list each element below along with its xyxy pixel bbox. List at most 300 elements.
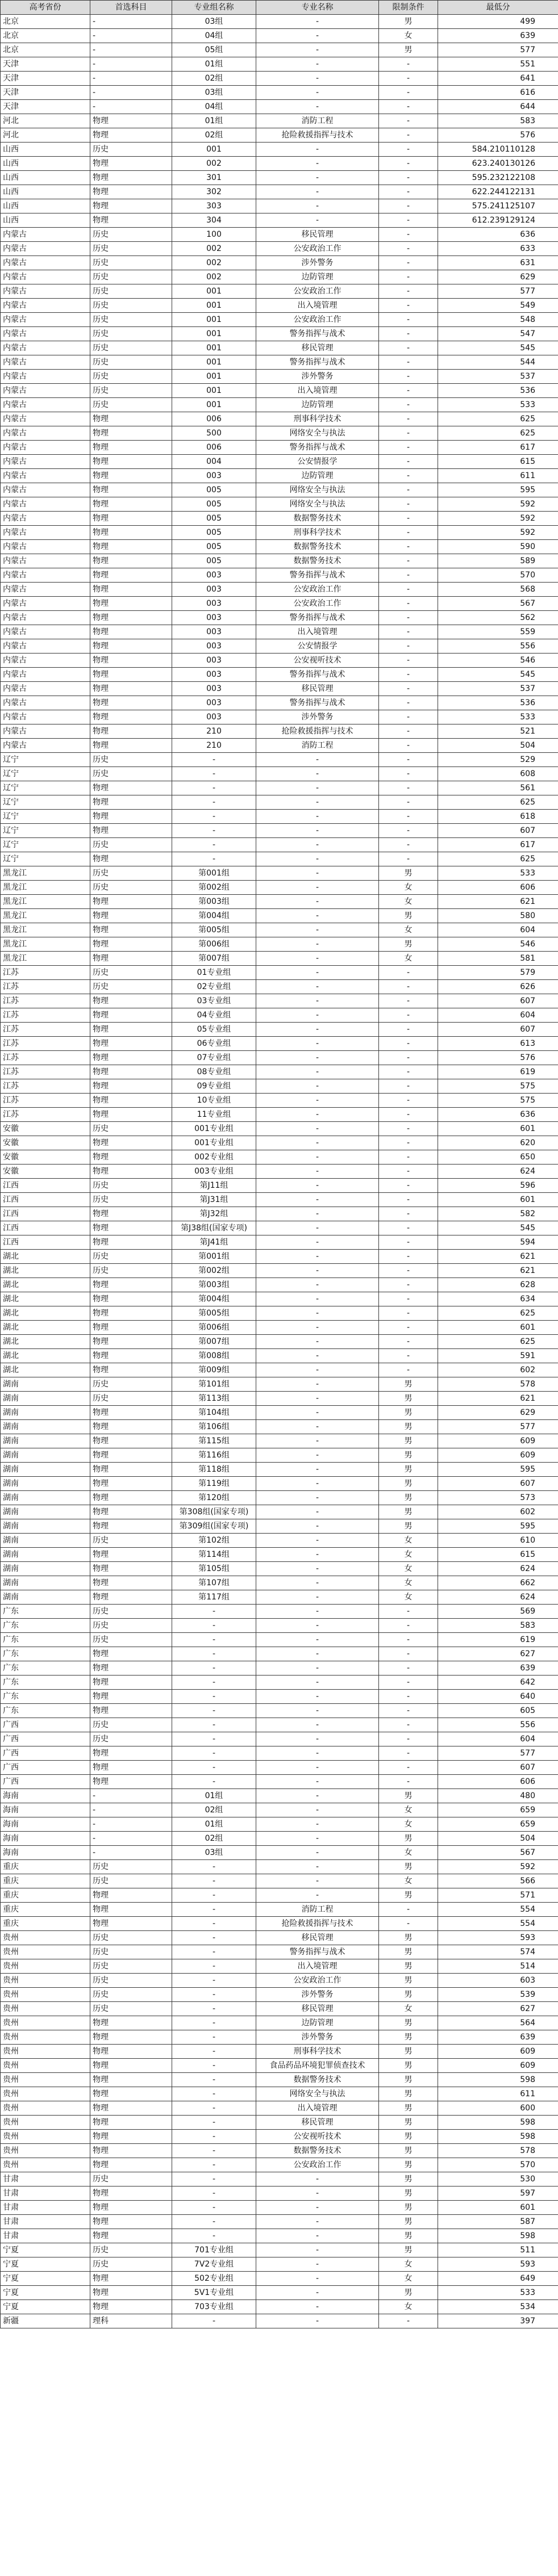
cell-group: - [172,1874,256,1888]
table-row [1,895,558,909]
cell-min-score: 621 [438,1392,558,1406]
cell-major: - [256,1704,379,1718]
cell-limit: - [379,1690,438,1704]
cell-subject: 历史 [90,398,172,412]
cell-group: 500 [172,426,256,441]
cell-min-score: 589 [438,554,558,568]
cell-group: 02专业组 [172,980,256,994]
table-row [1,1434,558,1448]
cell-min-score: 546 [438,937,558,952]
cell-major: - [256,767,379,781]
cell-min-score: 659 [438,1817,558,1832]
cell-subject: 物理 [90,1321,172,1335]
table-row [1,2272,558,2286]
cell-province: 宁夏 [1,2272,90,2286]
cell-subject: 物理 [90,1065,172,1079]
cell-subject: 物理 [90,2272,172,2286]
cell-min-score: 597 [438,2187,558,2201]
cell-province: 黑龙江 [1,937,90,952]
cell-min-score: 533 [438,398,558,412]
table-row [1,937,558,952]
table-row [1,1576,558,1590]
cell-province: 内蒙古 [1,639,90,654]
cell-subject: 物理 [90,597,172,611]
cell-major: - [256,1278,379,1292]
table-row [1,1406,558,1420]
table-row [1,1094,558,1108]
cell-min-score: 545 [438,341,558,355]
cell-limit: - [379,199,438,213]
cell-major: - [256,1193,379,1207]
cell-major: 涉外警务 [256,1988,379,2002]
cell-province: 内蒙古 [1,668,90,682]
table-row [1,781,558,795]
cell-major: 网络安全与执法 [256,497,379,512]
cell-limit: 男 [379,2172,438,2187]
cell-major: 移民管理 [256,1931,379,1945]
cell-limit: 女 [379,1803,438,1817]
cell-province: 内蒙古 [1,696,90,710]
cell-group: 第118组 [172,1463,256,1477]
cell-major: 涉外警务 [256,2030,379,2045]
cell-min-score: 579 [438,966,558,980]
cell-group: - [172,852,256,866]
cell-major: - [256,1661,379,1676]
cell-major: 公安政治工作 [256,284,379,299]
cell-major: 数据警务技术 [256,554,379,568]
cell-major: 出入境管理 [256,625,379,639]
cell-limit: - [379,597,438,611]
cell-subject: 物理 [90,1761,172,1775]
cell-subject: 物理 [90,668,172,682]
table-row [1,526,558,540]
cell-group: - [172,2172,256,2187]
cell-major: - [256,100,379,114]
cell-subject: 物理 [90,795,172,810]
cell-major: - [256,2215,379,2229]
cell-province: 江西 [1,1179,90,1193]
table-row [1,313,558,327]
cell-min-score: 545 [438,1221,558,1235]
cell-limit: - [379,370,438,384]
cell-limit: 男 [379,1392,438,1406]
cell-group: - [172,2002,256,2016]
cell-min-score: 642 [438,1676,558,1690]
cell-subject: 物理 [90,781,172,795]
cell-limit: 男 [379,1945,438,1959]
cell-subject: 物理 [90,497,172,512]
cell-min-score: 598 [438,2116,558,2130]
cell-subject: - [90,15,172,29]
cell-subject: 物理 [90,1491,172,1505]
cell-group: - [172,767,256,781]
cell-major: - [256,1079,379,1094]
cell-province: 内蒙古 [1,568,90,583]
cell-min-score: 544 [438,355,558,370]
cell-min-score: 545 [438,668,558,682]
table-row [1,2215,558,2229]
cell-province: 江西 [1,1235,90,1250]
cell-group: - [172,1761,256,1775]
table-row [1,1931,558,1945]
cell-province: 湖北 [1,1264,90,1278]
cell-province: 安徽 [1,1122,90,1136]
cell-group: 03组 [172,1846,256,1860]
cell-group: - [172,1959,256,1974]
cell-major: - [256,1690,379,1704]
cell-province: 贵州 [1,1988,90,2002]
cell-limit: - [379,57,438,72]
cell-subject: 历史 [90,1945,172,1959]
cell-subject: 物理 [90,1363,172,1377]
cell-major: 警务指挥与战术 [256,355,379,370]
cell-province: 内蒙古 [1,384,90,398]
cell-subject: 理科 [90,2314,172,2328]
cell-province: 广东 [1,1690,90,1704]
cell-subject: 历史 [90,866,172,881]
table-row [1,1746,558,1761]
cell-min-score: 576 [438,128,558,143]
table-row [1,469,558,483]
table-row [1,1789,558,1803]
table-row [1,1250,558,1264]
table-row [1,724,558,739]
cell-limit: 男 [379,866,438,881]
table-row [1,1150,558,1165]
cell-province: 宁夏 [1,2300,90,2314]
cell-min-score: 601 [438,1122,558,1136]
table-row [1,497,558,512]
cell-min-score: 536 [438,696,558,710]
cell-limit: - [379,838,438,852]
cell-limit: - [379,852,438,866]
cell-major: - [256,1647,379,1661]
table-row [1,341,558,355]
cell-min-score: 582 [438,1207,558,1221]
table-row [1,1505,558,1519]
cell-min-score: 559 [438,625,558,639]
cell-limit: 男 [379,1931,438,1945]
cell-province: 广东 [1,1647,90,1661]
table-row [1,1037,558,1051]
cell-subject: 历史 [90,1392,172,1406]
cell-major: - [256,2243,379,2257]
cell-limit: - [379,1306,438,1321]
cell-major: - [256,72,379,86]
cell-subject: 物理 [90,682,172,696]
cell-major: 警务指挥与战术 [256,1945,379,1959]
cell-min-score: 547 [438,327,558,341]
cell-min-score: 529 [438,753,558,767]
cell-major: - [256,1746,379,1761]
header-province: 高考省份 [1,1,90,15]
cell-province: 广西 [1,1746,90,1761]
cell-group: - [172,2187,256,2201]
cell-min-score: 611 [438,469,558,483]
cell-group: 003 [172,654,256,668]
cell-province: 内蒙古 [1,313,90,327]
cell-limit: - [379,1250,438,1264]
cell-min-score: 598 [438,2130,558,2144]
cell-major: 网络安全与执法 [256,426,379,441]
cell-limit: - [379,1619,438,1633]
cell-major: - [256,157,379,171]
cell-group: 08专业组 [172,1065,256,1079]
cell-province: 贵州 [1,1945,90,1959]
cell-group: 第101组 [172,1377,256,1392]
cell-group: - [172,2144,256,2158]
cell-min-score: 595.232122108 [438,171,558,185]
table-row [1,412,558,426]
cell-major: - [256,795,379,810]
cell-min-score: 568 [438,583,558,597]
table-row [1,583,558,597]
cell-limit: - [379,1321,438,1335]
table-row [1,128,558,143]
cell-province: 天津 [1,100,90,114]
cell-group: 第009组 [172,1363,256,1377]
cell-major: 移民管理 [256,682,379,696]
cell-limit: 男 [379,1988,438,2002]
cell-limit: 女 [379,952,438,966]
table-row [1,1136,558,1150]
cell-min-score: 609 [438,1434,558,1448]
cell-major: 公安情报学 [256,455,379,469]
cell-province: 重庆 [1,1874,90,1888]
cell-group: - [172,824,256,838]
cell-subject: 物理 [90,128,172,143]
table-row [1,1832,558,1846]
cell-subject: 历史 [90,1264,172,1278]
table-row [1,29,558,43]
cell-group: 第116组 [172,1448,256,1463]
cell-limit: - [379,554,438,568]
cell-subject: 物理 [90,696,172,710]
cell-limit: 女 [379,1874,438,1888]
cell-min-score: 533 [438,2286,558,2300]
cell-province: 广东 [1,1661,90,1676]
cell-major: 公安政治工作 [256,242,379,256]
cell-limit: 男 [379,1434,438,1448]
cell-group: 第003组 [172,895,256,909]
table-header [1,1,558,15]
cell-major: - [256,1065,379,1079]
cell-limit: - [379,795,438,810]
cell-limit: 男 [379,2243,438,2257]
cell-major: 出入境管理 [256,299,379,313]
table-row [1,2087,558,2101]
cell-limit: - [379,1363,438,1377]
cell-group: 003 [172,639,256,654]
table-row [1,1846,558,1860]
cell-min-score: 617 [438,838,558,852]
cell-group: 02组 [172,72,256,86]
cell-major: - [256,1235,379,1250]
cell-limit: - [379,1051,438,1065]
cell-province: 内蒙古 [1,483,90,497]
cell-province: 广西 [1,1718,90,1732]
table-row [1,1306,558,1321]
cell-group: 02组 [172,128,256,143]
cell-limit: - [379,526,438,540]
cell-major: - [256,213,379,228]
cell-major: - [256,2314,379,2328]
cell-subject: 物理 [90,1888,172,1903]
cell-group: 01组 [172,1817,256,1832]
cell-subject: 历史 [90,881,172,895]
cell-group: 001 [172,284,256,299]
table-row [1,1463,558,1477]
cell-limit: - [379,1079,438,1094]
cell-limit: - [379,1108,438,1122]
cell-min-score: 602 [438,1505,558,1519]
cell-major: 食品药品环境犯罪侦查技术 [256,2059,379,2073]
table-row [1,753,558,767]
cell-major: - [256,1761,379,1775]
cell-province: 贵州 [1,2158,90,2172]
table-row [1,2257,558,2272]
cell-limit: 男 [379,2187,438,2201]
cell-limit: - [379,270,438,284]
cell-min-score: 618 [438,810,558,824]
cell-limit: - [379,1278,438,1292]
cell-group: - [172,1746,256,1761]
cell-min-score: 592 [438,512,558,526]
table-row [1,952,558,966]
table-row [1,1335,558,1349]
table-row [1,185,558,199]
cell-subject: 物理 [90,1420,172,1434]
cell-major: 出入境管理 [256,384,379,398]
table-row [1,654,558,668]
cell-major: - [256,1619,379,1633]
cell-province: 贵州 [1,2016,90,2030]
cell-group: 第115组 [172,1434,256,1448]
table-row [1,1647,558,1661]
cell-major: - [256,1207,379,1221]
cell-limit: - [379,824,438,838]
cell-major: - [256,1803,379,1817]
cell-subject: 物理 [90,2045,172,2059]
cell-min-score: 533 [438,866,558,881]
cell-subject: - [90,1832,172,1846]
table-row [1,852,558,866]
cell-limit: - [379,313,438,327]
cell-limit: 男 [379,2144,438,2158]
cell-limit: 男 [379,2215,438,2229]
table-row [1,1590,558,1605]
cell-subject: 历史 [90,1179,172,1193]
cell-subject: 物理 [90,1746,172,1761]
cell-group: 04专业组 [172,1008,256,1023]
cell-province: 江西 [1,1193,90,1207]
cell-limit: - [379,1065,438,1079]
cell-province: 贵州 [1,2087,90,2101]
cell-subject: 物理 [90,1235,172,1250]
cell-province: 河北 [1,114,90,128]
cell-province: 山西 [1,171,90,185]
cell-major: - [256,1860,379,1874]
cell-province: 湖北 [1,1335,90,1349]
cell-limit: - [379,724,438,739]
cell-min-score: 609 [438,1448,558,1463]
cell-province: 湖北 [1,1363,90,1377]
cell-subject: 历史 [90,256,172,270]
cell-group: 01组 [172,1789,256,1803]
table-row [1,199,558,213]
cell-limit: - [379,1037,438,1051]
cell-limit: - [379,710,438,724]
cell-subject: 物理 [90,1647,172,1661]
cell-group: 第119组 [172,1477,256,1491]
cell-province: 黑龙江 [1,866,90,881]
cell-subject: 物理 [90,1165,172,1179]
cell-limit: - [379,171,438,185]
cell-group: 001专业组 [172,1136,256,1150]
table-row [1,1619,558,1633]
cell-group: - [172,1732,256,1746]
cell-min-score: 623.240130126 [438,157,558,171]
cell-province: 内蒙古 [1,583,90,597]
cell-major: - [256,852,379,866]
cell-subject: 物理 [90,625,172,639]
cell-min-score: 612.239129124 [438,213,558,228]
cell-province: 湖南 [1,1406,90,1420]
cell-group: 11专业组 [172,1108,256,1122]
cell-province: 贵州 [1,1959,90,1974]
cell-subject: - [90,43,172,57]
cell-major: 移民管理 [256,2002,379,2016]
cell-province: 内蒙古 [1,597,90,611]
cell-min-score: 576 [438,1051,558,1065]
cell-limit: - [379,611,438,625]
cell-min-score: 633 [438,242,558,256]
cell-major: - [256,1321,379,1335]
cell-major: 警务指挥与战术 [256,441,379,455]
cell-limit: - [379,1122,438,1136]
cell-min-score: 636 [438,228,558,242]
table-row [1,1051,558,1065]
cell-limit: - [379,1292,438,1306]
cell-major: 出入境管理 [256,1959,379,1974]
cell-group: 第004组 [172,909,256,923]
cell-major: - [256,1676,379,1690]
cell-province: 内蒙古 [1,370,90,384]
cell-subject: 物理 [90,1562,172,1576]
table-row [1,1817,558,1832]
cell-min-score: 577 [438,1746,558,1761]
cell-limit: - [379,512,438,526]
cell-major: - [256,923,379,937]
cell-subject: 物理 [90,455,172,469]
cell-province: 内蒙古 [1,441,90,455]
cell-subject: 物理 [90,952,172,966]
cell-major: - [256,1562,379,1576]
cell-group: - [172,781,256,795]
cell-group: - [172,2201,256,2215]
cell-province: 黑龙江 [1,881,90,895]
cell-group: 004 [172,455,256,469]
cell-major: - [256,1463,379,1477]
cell-min-score: 609 [438,2045,558,2059]
table-row [1,157,558,171]
cell-province: 海南 [1,1803,90,1817]
cell-province: 江苏 [1,1094,90,1108]
cell-limit: - [379,639,438,654]
cell-group: - [172,2215,256,2229]
cell-group: 第106组 [172,1420,256,1434]
cell-group: 第J32组 [172,1207,256,1221]
